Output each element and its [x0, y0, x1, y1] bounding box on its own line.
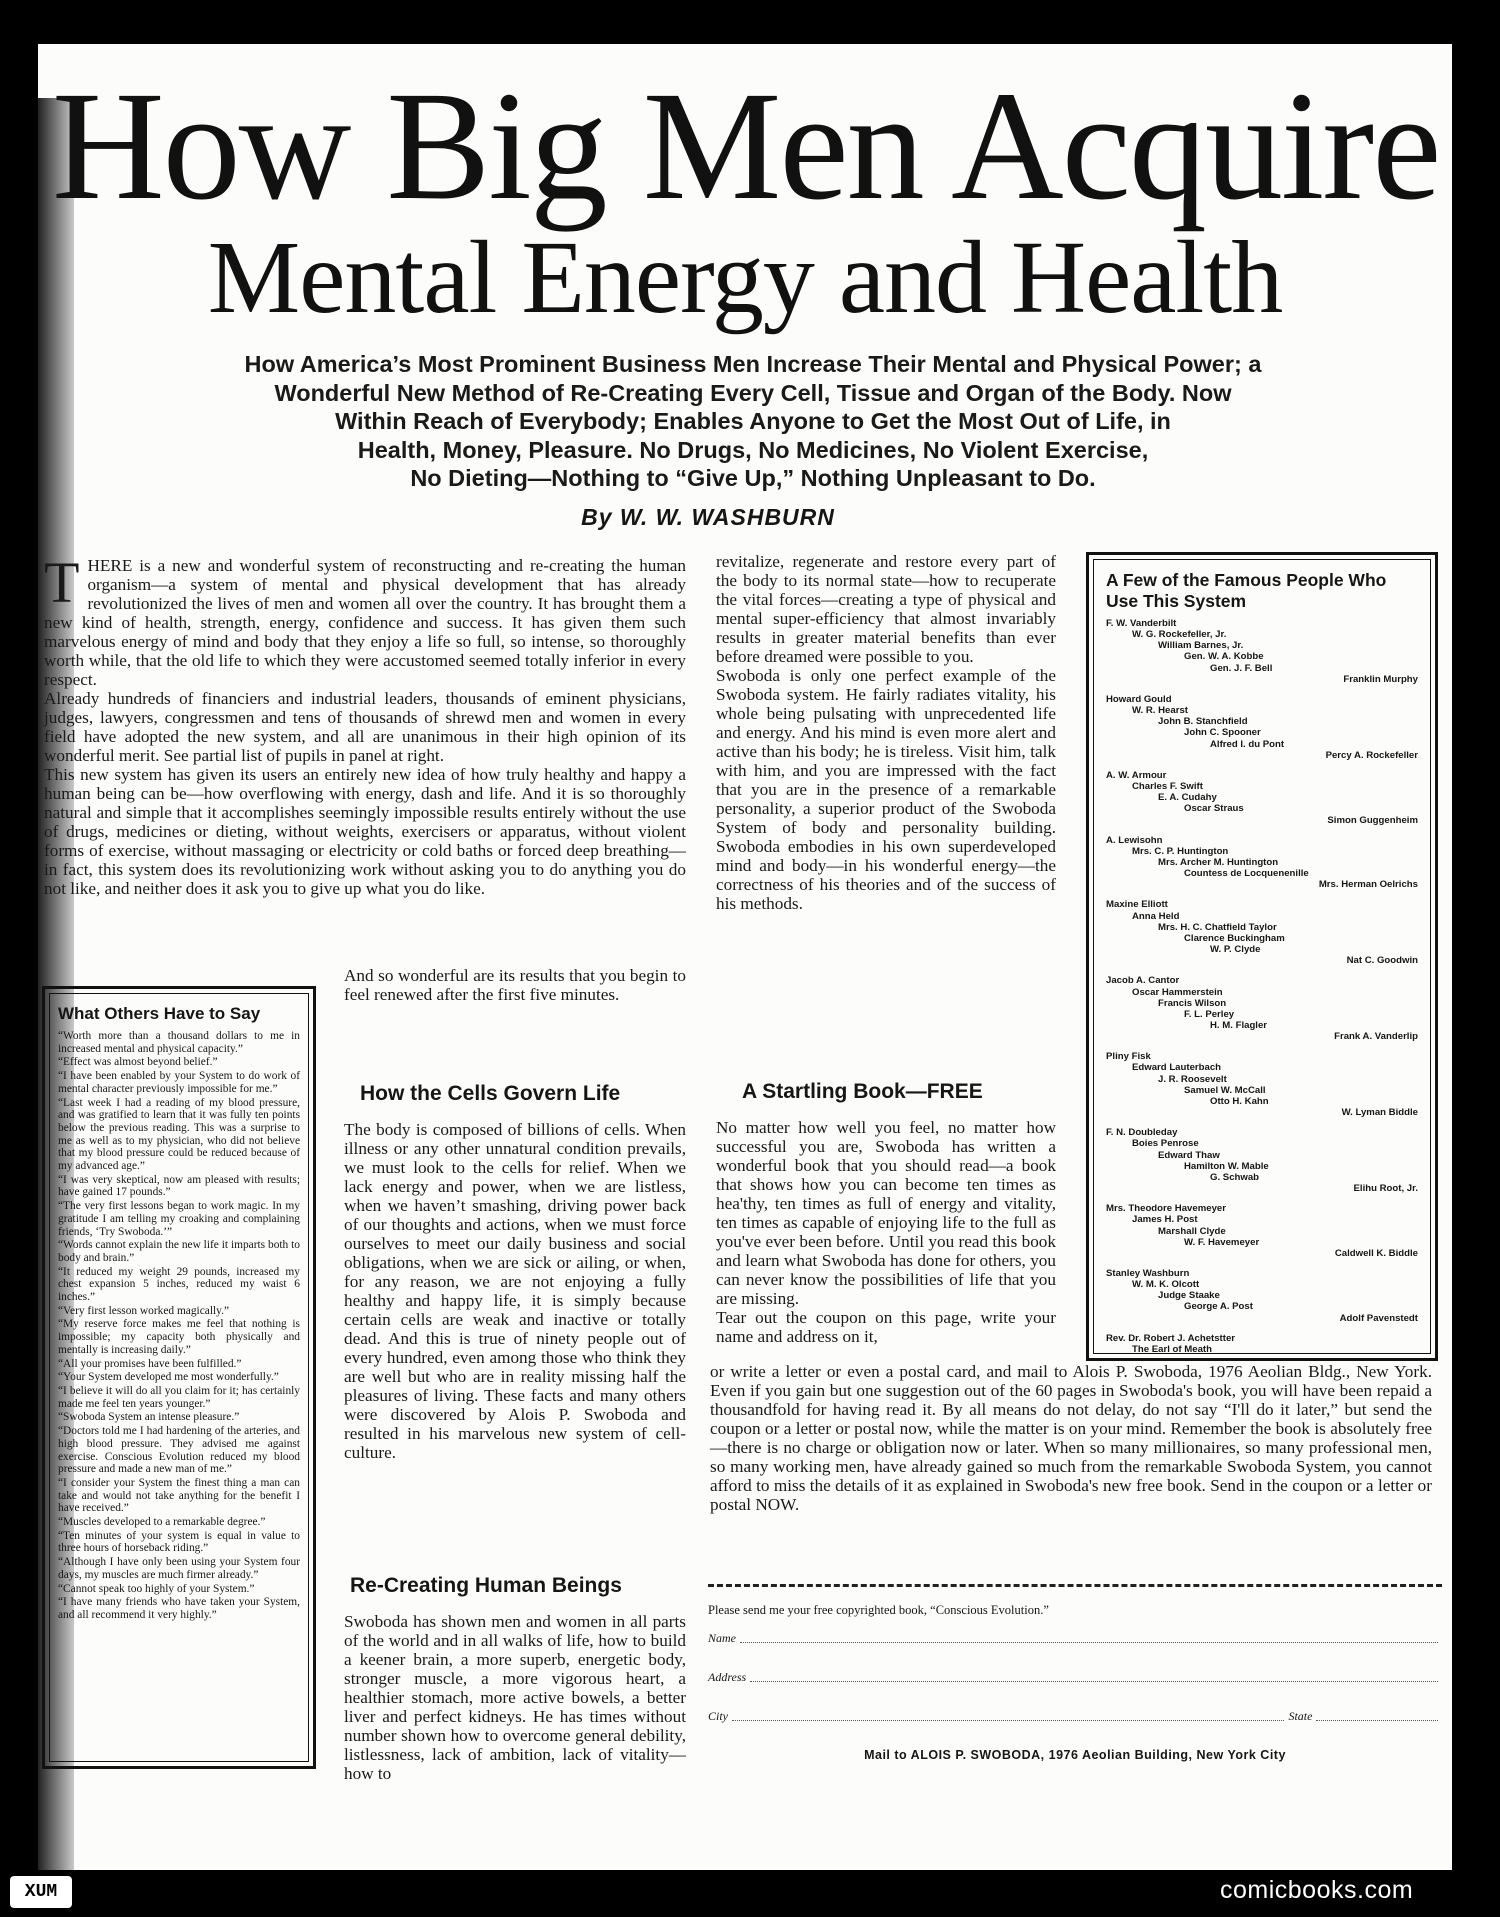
subhead-line: No Dieting—Nothing to “Give Up,” Nothing Unpleasant to Do.: [410, 465, 1096, 491]
famous-person-name: Alfred I. du Pont: [1210, 738, 1285, 750]
article-intro: [44, 550, 686, 898]
famous-person-name: A. W. Armour: [1106, 769, 1167, 781]
testimonial: “Last week I had a reading of my blood pressure, and was gratified to learn that it was fully ten points below the previous reading. This was a surprise to me as well as to my physician, who did not believe that my blood pressure could be reduced because of my advanced age.”: [58, 1096, 300, 1173]
paragraph-book: No matter how well you feel, no matter how successful you are, Swoboda has written a wonderful book that you should read—a book that shows how you can become ten times as hea'thy, ten times as full of energy and vitality, ten times as capable of enjoying life to the full as you've ever been before. Until you read this book and learn what Swoboda has done for others, you can never know the possibilities of life that you are missing.: [716, 1118, 1056, 1308]
famous-person-name: Francis Wilson: [1158, 997, 1227, 1009]
coupon-request: Please send me your free copyrighted book, “Conscious Evolution.”: [708, 1603, 1049, 1617]
famous-person-name: Howard Gould: [1106, 693, 1172, 705]
magazine-page: [38, 44, 1452, 1870]
famous-person-name: Elihu Root, Jr.: [1353, 1183, 1418, 1195]
testimonial: “It reduced my weight 29 pounds, increased my chest expansion 5 inches, reduced my waist 6 inches.”: [58, 1265, 300, 1304]
testimonial: “Swoboda System an intense pleasure.”: [58, 1411, 240, 1424]
testimonial: “Cannot speak too highly of your System.”: [58, 1582, 255, 1595]
famous-person-name: F. L. Perley: [1184, 1008, 1235, 1020]
famous-person-name: Edward Thaw: [1158, 1149, 1220, 1161]
famous-person-name: John C. Spooner: [1184, 727, 1261, 739]
famous-person-name: George A. Post: [1184, 1301, 1253, 1313]
famous-person-name: Franklin Murphy: [1343, 673, 1418, 685]
city-line[interactable]: [732, 1720, 1284, 1721]
section-title-book: A Startling Book—FREE: [742, 1080, 983, 1103]
headline-line-2: Mental Energy and Health: [207, 220, 1283, 335]
testimonial: “Ten minutes of your system is equal in value to three hours of horseback riding.”: [58, 1529, 300, 1555]
famous-person-name: John B. Stanchfield: [1158, 716, 1248, 728]
group-spacer: [1106, 1324, 1418, 1333]
testimonial: “I have many friends who have taken your System, and all recommend it very highly.”: [58, 1596, 300, 1621]
group-spacer: [1106, 761, 1418, 770]
famous-person-name: J. R. Roosevelt: [1158, 1073, 1227, 1085]
coupon-city-state-field[interactable]: [708, 1709, 1442, 1724]
famous-person-name: W. G. Rockefeller, Jr.: [1132, 629, 1227, 641]
testimonial: “Effect was almost beyond belief.”: [58, 1056, 218, 1069]
book-text: [716, 1118, 1056, 1346]
famous-person-name: Oscar Straus: [1184, 803, 1244, 815]
famous-person-name: Percy A. Rockefeller: [1325, 749, 1418, 761]
famous-person-name: Maxine Elliott: [1106, 899, 1168, 911]
cells-text: The body is composed of billions of cells. When illness or any other unnatural condition prevails, we must look to the cells for relief. When we lack energy and power, when we are listless, when we haven’t smashing, driving power back of our thoughts and actions, when we must force ourselves to meet our daily business and social obligations, when we are sick or ailing, or when, for any reason, we are not enjoying a fully healthy and happy life, it is simply because certain cells are weak and inactive or totally dead. And this is true of ninety people out of every hundred, even among those who think they are well but who are in reality missing half the pleasures of living. These facts and many others were discovered by Alois P. Swoboda and resulted in his marvelous new system of cell-culture.: [344, 1120, 686, 1462]
section-title-recreating: Re-Creating Human Beings: [350, 1574, 622, 1597]
famous-person-name: Edward Lauterbach: [1132, 1062, 1222, 1074]
famous-person-name: W. F. Havemeyer: [1184, 1236, 1260, 1248]
testimonial: “Muscles developed to a remarkable degree.”: [58, 1516, 266, 1529]
group-spacer: [1106, 1194, 1418, 1203]
subhead-line: How America’s Most Prominent Business Men Increase Their Mental and Physical Power; a: [244, 351, 1262, 377]
section-title-cells: How the Cells Govern Life: [360, 1082, 621, 1105]
famous-person-name: W. R. Hearst: [1132, 705, 1188, 717]
testimonial: “I was very skeptical, now am pleased with results; have gained 17 pounds.”: [58, 1173, 300, 1199]
coupon-address-field[interactable]: [708, 1670, 1442, 1685]
famous-person-name: Stanley Washburn: [1106, 1267, 1190, 1279]
address-label: Address: [708, 1670, 747, 1684]
byline: By W. W. WASHBURN: [581, 504, 835, 530]
paragraph-financiers: Already hundreds of financiers and industrial leaders, thousands of eminent physicians, judges, lawyers, congressmen and tens of thousands of shrewd men and women in every field have adopted the new system, and all are unanimous in their high opinion of its wonderful merit. See partial list of pupils in panel at right.: [44, 689, 686, 765]
famous-person-name: Rev. Dr. Robert J. Achetstter: [1106, 1332, 1236, 1344]
famous-person-name: W. Lyman Biddle: [1341, 1107, 1418, 1119]
famous-person-name: Gen. J. F. Bell: [1210, 662, 1273, 674]
paragraph-new-system: This new system has given its users an entirely new idea of how truly healthy and happy a human being can be—how overflowing with energy, dash and life. And it is so thoroughly natural and simple that it accomplishes seemingly impossible results entirely without the use of drugs, medicines or dieting, without weights, exercisers or apparatus, without violent forms of exercise, without massaging or electricity or cold baths or forced deep breathing—in fact, this system does its revolutionizing work without asking you to do anything you do not like, and neither does it ask you to give up what you do like.: [44, 765, 686, 898]
mail-to-address: Mail to ALOIS P. SWOBODA, 1976 Aeolian Building, New York City: [864, 1748, 1286, 1762]
testimonial: “I have been enabled by your System to do work of mental character previously impossible for me.”: [58, 1070, 300, 1095]
famous-person-name: F. N. Doubleday: [1106, 1127, 1178, 1139]
recreating-text: Swoboda has shown men and women in all parts of the world and in all walks of life, how to build a keener brain, a more superb, energetic body, stronger muscle, a more vigorous heart, a healthier stomach, more active bowels, a better liver and perfect kidneys. He has times without number shown how to overcome general debility, listlessness, lack of ambition, lack of vitality—how to: [344, 1612, 686, 1783]
famous-people-title: A Few of the Famous People Who Use This System: [1106, 570, 1387, 611]
famous-person-name: Gen. W. A. Kobbe: [1184, 651, 1264, 663]
famous-person-name: Boies Penrose: [1132, 1138, 1199, 1150]
group-spacer: [1106, 966, 1418, 975]
famous-person-name: Simon Guggenheim: [1327, 814, 1418, 826]
famous-person-name: H. M. Flagler: [1210, 1020, 1268, 1031]
paragraph-revitalize: revitalize, regenerate and restore every part of the body to its normal state—how to recuperate the vital forces—creating a type of physical and mental super-efficiency that almost invariably results in greater material benefits than ever before dreamed were possible to you.: [716, 552, 1056, 666]
famous-person-name: Mrs. Herman Oelrichs: [1318, 879, 1418, 891]
famous-person-name: Oscar Hammerstein: [1132, 986, 1223, 998]
famous-person-name: W. P. Clyde: [1210, 944, 1261, 956]
group-spacer: [1106, 685, 1418, 694]
famous-person-name: Pliny Fisk: [1106, 1051, 1151, 1063]
famous-person-name: W. M. K. Olcott: [1132, 1279, 1200, 1291]
corner-label: XUM: [10, 1876, 72, 1908]
famous-person-name: Mrs. Archer M. Huntington: [1158, 856, 1279, 868]
paragraph-send-coupon: or write a letter or even a postal card, and mail to Alois P. Swoboda, 1976 Aeolian Bldg., New York. Even if you gain but one suggestion out of the 60 pages in Swoboda's book, you will have been repaid a thousandfold for having read it. By all means do not delay, do not say “I'll do it later,” but send the coupon or a letter or postal now, while the matter is on your mind. Remember the book is absolutely free—there is no charge or obligation now or later. When so many millionaires, so many professional men, so many working men, have already gained so much from the remarkable Swoboda System, you cannot afford to miss the details of it as explained in Swoboda's new free book. Send in the coupon or a letter or postal NOW.: [710, 1362, 1432, 1514]
testimonial: “Words cannot explain the new life it imparts both to body and brain.”: [58, 1239, 300, 1264]
group-spacer: [1106, 1259, 1418, 1268]
headline-line-1: How Big Men Acquire: [52, 59, 1440, 232]
testimonial: “All your promises have been fulfilled.”: [58, 1357, 242, 1370]
subhead-line: Wonderful New Method of Re-Creating Every Cell, Tissue and Organ of the Body. Now: [274, 379, 1232, 406]
subhead-line: Within Reach of Everybody; Enables Anyone to Get the Most Out of Life, in: [335, 408, 1171, 434]
testimonial: “I consider your System the finest thing a man can take and would not take anything for the benefit I have received.”: [58, 1476, 300, 1515]
famous-people-box: [1086, 552, 1438, 1361]
coupon-form: [708, 1584, 1442, 1814]
coupon-cut-line: [708, 1584, 1442, 1587]
group-spacer: [1106, 826, 1418, 835]
famous-person-name: James H. Post: [1132, 1214, 1198, 1226]
testimonial: “I believe it will do all you claim for it; has certainly made me feel ten years younger.”: [58, 1384, 300, 1410]
testimonial: “Doctors told me I had hardening of the arteries, and high blood pressure. They advised me against exercise. Conscious Evolution reduced my blood pressure and made a new man of me.”: [58, 1425, 300, 1476]
group-spacer: [1106, 1042, 1418, 1051]
famous-person-name: Jacob A. Cantor: [1106, 975, 1180, 987]
famous-person-name: Mrs. Theodore Havemeyer: [1106, 1203, 1226, 1215]
testimonial: “Although I have only been using your System four days, my muscles are much firmer already.”: [58, 1556, 300, 1581]
coupon-name-field[interactable]: [708, 1631, 1442, 1646]
name-line[interactable]: [740, 1642, 1438, 1643]
group-spacer: [1106, 890, 1418, 899]
famous-person-name: Otto H. Kahn: [1210, 1095, 1269, 1107]
testimonial: “Your System developed me most wonderfully.”: [58, 1371, 279, 1384]
state-line[interactable]: [1316, 1720, 1438, 1721]
famous-person-name: Hamilton W. Mable: [1184, 1160, 1269, 1172]
famous-person-name: William Barnes, Jr.: [1158, 640, 1244, 652]
testimonial: “Very first lesson worked magically.”: [58, 1304, 230, 1317]
famous-person-name: Mrs. H. C. Chatfield Taylor: [1158, 921, 1277, 933]
famous-people-list: [1106, 618, 1418, 1354]
testimonial: “The very first lessons began to work magic. In my gratitude I am telling my croaking and complaining friends, ‘Try Swoboda.’”: [58, 1200, 300, 1238]
famous-person-name: Caldwell K. Biddle: [1334, 1247, 1418, 1259]
famous-person-name: Mrs. C. P. Huntington: [1132, 845, 1229, 857]
famous-person-name: The Earl of Meath: [1132, 1343, 1212, 1354]
paragraph-wonderful-results: And so wonderful are its results that you begin to feel renewed after the first five minutes.: [344, 966, 686, 1004]
state-label: State: [1288, 1709, 1313, 1723]
group-spacer: [1106, 1118, 1418, 1127]
famous-person-name: Marshall Clyde: [1158, 1225, 1226, 1237]
address-line[interactable]: [750, 1681, 1438, 1682]
testimonials-box: [42, 986, 316, 1769]
subhead-line: Health, Money, Pleasure. No Drugs, No Medicines, No Violent Exercise,: [357, 436, 1149, 463]
testimonials-title: What Others Have to Say: [58, 1004, 261, 1023]
paragraph-coupon-lead: Tear out the coupon on this page, write your name and address on it,: [716, 1308, 1056, 1346]
site-watermark: comicbooks.com: [1220, 1876, 1414, 1904]
famous-person-name: Judge Staake: [1158, 1290, 1220, 1302]
paragraph-swoboda-example: Swoboda is only one perfect example of the Swoboda system. He fairly radiates vitality, his whole being pulsating with unprecedented life and energy. And his mind is even more alert and active than his body; he is tireless. Visit him, talk with him, and you are impressed with the fact that you are in the presence of a remarkable personality, a superior product of the Swoboda System of body and personality building. Swoboda embodies in his own superdeveloped mind and body—in his wonderful energy—the correctness of his theories and of the success of his methods.: [716, 666, 1056, 913]
city-label: City: [708, 1709, 728, 1723]
drop-cap: T: [44, 550, 80, 615]
subheadline: [98, 350, 1408, 493]
column-three-text: [716, 552, 1056, 913]
famous-person-name: Anna Held: [1132, 910, 1180, 922]
name-label: Name: [708, 1631, 736, 1645]
testimonial: “Worth more than a thousand dollars to me in increased mental and physical capacity.”: [58, 1030, 300, 1055]
famous-person-name: Samuel W. McCall: [1184, 1084, 1266, 1096]
famous-person-name: A. Lewisohn: [1106, 834, 1163, 846]
famous-person-name: Nat C. Goodwin: [1346, 955, 1418, 967]
famous-person-name: E. A. Cudahy: [1158, 792, 1217, 804]
famous-person-name: Frank A. Vanderlip: [1334, 1031, 1418, 1043]
famous-person-name: F. W. Vanderbilt: [1106, 618, 1177, 629]
famous-person-name: Clarence Buckingham: [1184, 932, 1285, 944]
famous-person-name: Adolf Pavenstedt: [1339, 1312, 1418, 1324]
famous-person-name: Countess de Locquenenille: [1184, 868, 1309, 880]
famous-person-name: G. Schwab: [1210, 1171, 1260, 1183]
famous-person-name: Charles F. Swift: [1132, 781, 1203, 793]
testimonial: “My reserve force makes me feel that nothing is impossible; my capacity both physically and mentally is increasing daily.”: [58, 1318, 300, 1356]
intro-paragraph: HERE is a new and wonderful system of reconstructing and re-creating the human organism—a system of mental and physical development that has already revolutionized the lives of men and women all over the country. It has brought them a new kind of health, strength, energy, confidence and success. It has given them such marvelous energy of mind and body that they enjoy a life so full, so intense, so thoroughly worth while, that the old life to which they were accustomed seemed totally inferior in every respect.: [44, 556, 686, 689]
